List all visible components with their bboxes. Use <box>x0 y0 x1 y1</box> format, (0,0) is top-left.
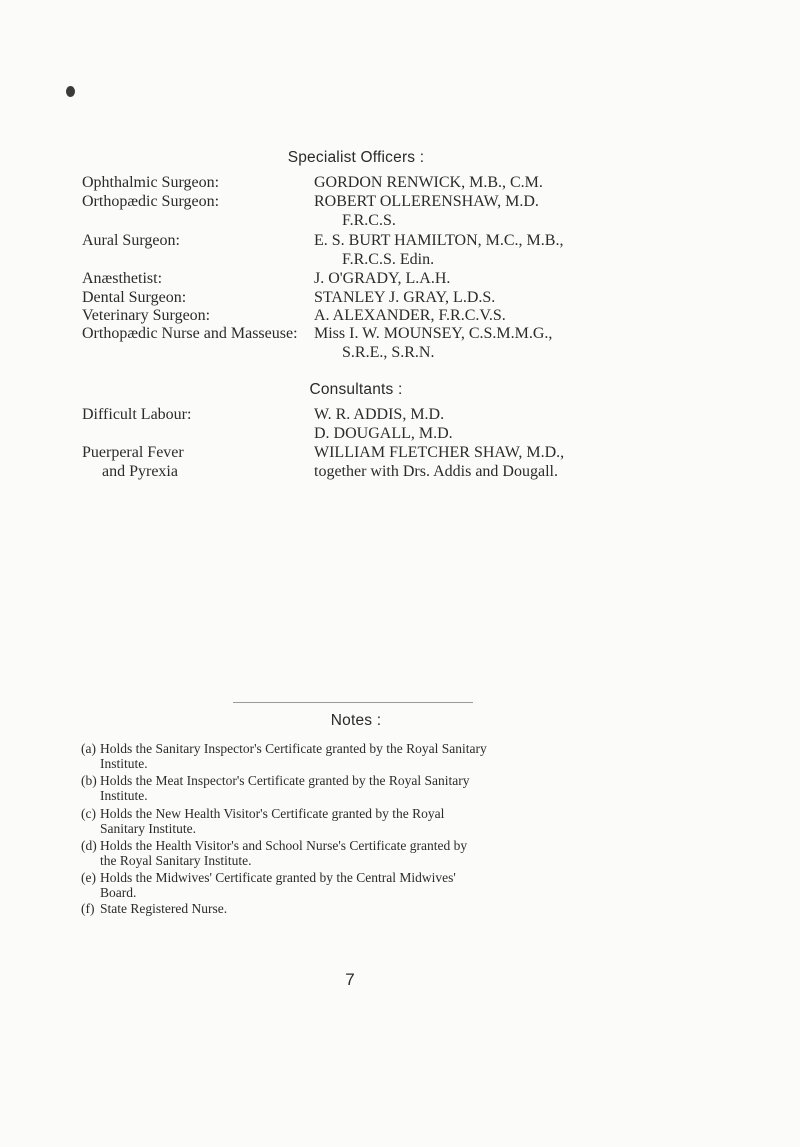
specialist-value-continued: S.R.E., S.R.N. <box>342 344 435 361</box>
note-text-continued: Board. <box>100 884 137 900</box>
consultants-heading: Consultants : <box>309 381 403 398</box>
specialist-label: Ophthalmic Surgeon: <box>82 174 220 191</box>
specialist-value: ROBERT OLLERENSHAW, M.D. <box>314 193 539 210</box>
print-speck <box>66 86 75 97</box>
note-marker: (b) <box>81 773 97 788</box>
specialist-label: Aural Surgeon: <box>82 232 180 249</box>
specialist-value: A. ALEXANDER, F.R.C.V.S. <box>314 307 506 324</box>
consultant-label-continued: and Pyrexia <box>102 463 178 480</box>
consultant-value-continued: together with Drs. Addis and Dougall. <box>314 463 558 480</box>
note-marker: (d) <box>81 838 97 853</box>
note-marker: (a) <box>81 741 96 756</box>
note-text-continued: Institute. <box>100 787 148 803</box>
note-text: Holds the Health Visitor's and School Nurse's Certificate granted by <box>100 838 468 853</box>
note-text-continued: Institute. <box>100 755 148 771</box>
specialist-value: E. S. BURT HAMILTON, M.C., M.B., <box>314 232 564 249</box>
specialist-label: Orthopædic Nurse and Masseuse: <box>82 325 298 342</box>
specialist-value-continued: F.R.C.S. <box>342 212 396 229</box>
page-number: 7 <box>345 970 355 989</box>
note-text: State Registered Nurse. <box>100 901 228 916</box>
note-marker: (e) <box>81 870 96 885</box>
note-item <box>81 902 641 917</box>
consultant-value: WILLIAM FLETCHER SHAW, M.D., <box>314 444 565 461</box>
specialist-value-continued: F.R.C.S. Edin. <box>342 251 435 268</box>
specialist-value: Miss I. W. MOUNSEY, C.S.M.M.G., <box>314 325 553 342</box>
note-item <box>81 871 641 900</box>
specialist-label: Anæsthetist: <box>82 270 163 287</box>
consultant-value-continued: D. DOUGALL, M.D. <box>314 425 453 442</box>
consultant-value: W. R. ADDIS, M.D. <box>314 406 445 423</box>
note-text: Holds the Meat Inspector's Certificate granted by the Royal Sanitary <box>100 773 470 788</box>
note-text: Holds the New Health Visitor's Certificate granted by the Royal <box>100 806 445 821</box>
specialist-label: Orthopædic Surgeon: <box>82 193 220 210</box>
specialist-value: STANLEY J. GRAY, L.D.S. <box>314 289 496 306</box>
specialist-value: GORDON RENWICK, M.B., C.M. <box>314 174 543 191</box>
note-item <box>81 742 641 771</box>
specialist-officers-heading: Specialist Officers : <box>287 149 425 166</box>
note-item <box>81 774 641 803</box>
notes-heading: Notes : <box>330 712 382 729</box>
note-marker: (f) <box>81 901 95 916</box>
note-text-continued: the Royal Sanitary Institute. <box>100 852 252 868</box>
note-item <box>81 839 641 868</box>
consultant-label: Puerperal Fever <box>82 444 184 461</box>
note-text-continued: Sanitary Institute. <box>100 820 196 836</box>
note-marker: (c) <box>81 806 96 821</box>
specialist-label: Veterinary Surgeon: <box>82 307 211 324</box>
specialist-value: J. O'GRADY, L.A.H. <box>314 270 451 287</box>
specialist-label: Dental Surgeon: <box>82 289 187 306</box>
note-item <box>81 807 641 836</box>
note-text: Holds the Sanitary Inspector's Certificate granted by the Royal Sanitary <box>100 741 487 756</box>
section-divider <box>233 702 473 703</box>
note-text: Holds the Midwives' Certificate granted by the Central Midwives' <box>100 870 456 885</box>
consultant-label: Difficult Labour: <box>82 406 192 423</box>
